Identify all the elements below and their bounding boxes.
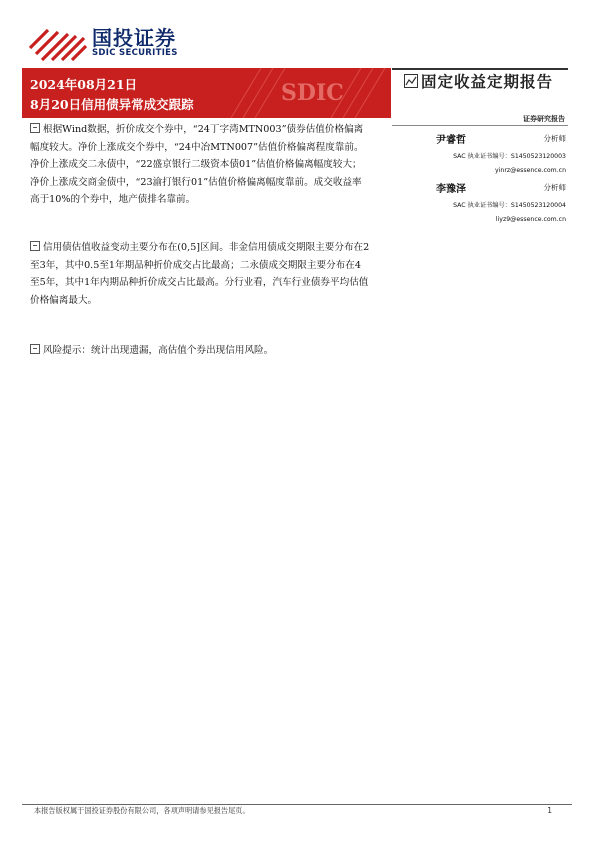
report-type-header	[404, 68, 574, 96]
analyst-email[interactable]: yinrz@essence.com.cn	[495, 167, 566, 174]
logo-mark-icon	[28, 24, 88, 62]
title-banner	[22, 68, 391, 118]
summary-paragraph	[30, 121, 370, 209]
bullet-icon	[30, 123, 40, 133]
analyst-divider	[392, 125, 568, 126]
footer-disclaimer: 本报告版权属于国投证券股份有限公司，各项声明请参见报告尾页。	[34, 806, 250, 815]
analyst-email[interactable]: liyz9@essence.com.cn	[495, 216, 566, 223]
paragraph-text: 根据Wind数据，折价成交个券中，“24丁字湾MTN003”债券估值价格偏离幅度较大。净价上涨成交个券中，“24中冶MTN007”估值价格偏离程度靠前。净价上涨成交二永债中，“22盛京银行二级资本债01”估值价格偏离幅度较大；净价上涨成交商金债中，“23渝打银行01”估值价格偏离幅度靠前。成交收益率高于10%的个券中，地产债排名靠前。	[30, 124, 364, 205]
paragraph-text: 风险提示：统计出现遗漏，高估值个券出现信用风险。	[43, 345, 274, 356]
analyst-cert: SAC 执业证书编号：S1450523120004	[453, 202, 566, 209]
bullet-icon	[30, 344, 40, 354]
summary-paragraph	[30, 239, 370, 309]
company-logo	[28, 22, 198, 62]
report-date: 2024年08月21日	[30, 77, 138, 92]
analyst-role: 分析师	[543, 183, 566, 192]
logo-english-name: SDIC SECURITIES	[92, 48, 178, 58]
banner-watermark: SDIC	[281, 80, 344, 106]
risk-paragraph	[30, 342, 370, 360]
analyst-name: 尹睿哲	[436, 135, 466, 146]
report-type-label: 固定收益定期报告	[421, 72, 554, 91]
page-number: 1	[547, 806, 552, 815]
chart-icon	[404, 74, 418, 88]
analyst-name: 李豫泽	[436, 184, 466, 195]
report-tag: 证券研究报告	[523, 115, 565, 123]
logo-chinese-name: 国投证券	[92, 26, 176, 50]
footer-rule	[22, 804, 572, 805]
analyst-role: 分析师	[543, 134, 566, 143]
bullet-icon	[30, 241, 40, 251]
report-title: 8月20日信用债异常成交跟踪	[30, 97, 194, 112]
paragraph-text: 信用债估值收益变动主要分布在(0,5]区间。非金信用债成交期限主要分布在2至3年，其中0.5至1年期品种折价成交占比最高；二永债成交期限主要分布在4至5年，其中1年内期品种折价成交占比最高。分行业看，汽车行业债券平均估值价格偏离最大。	[30, 242, 370, 306]
analyst-cert: SAC 执业证书编号：S1450523120003	[453, 153, 566, 160]
banner-decoration	[221, 68, 391, 118]
